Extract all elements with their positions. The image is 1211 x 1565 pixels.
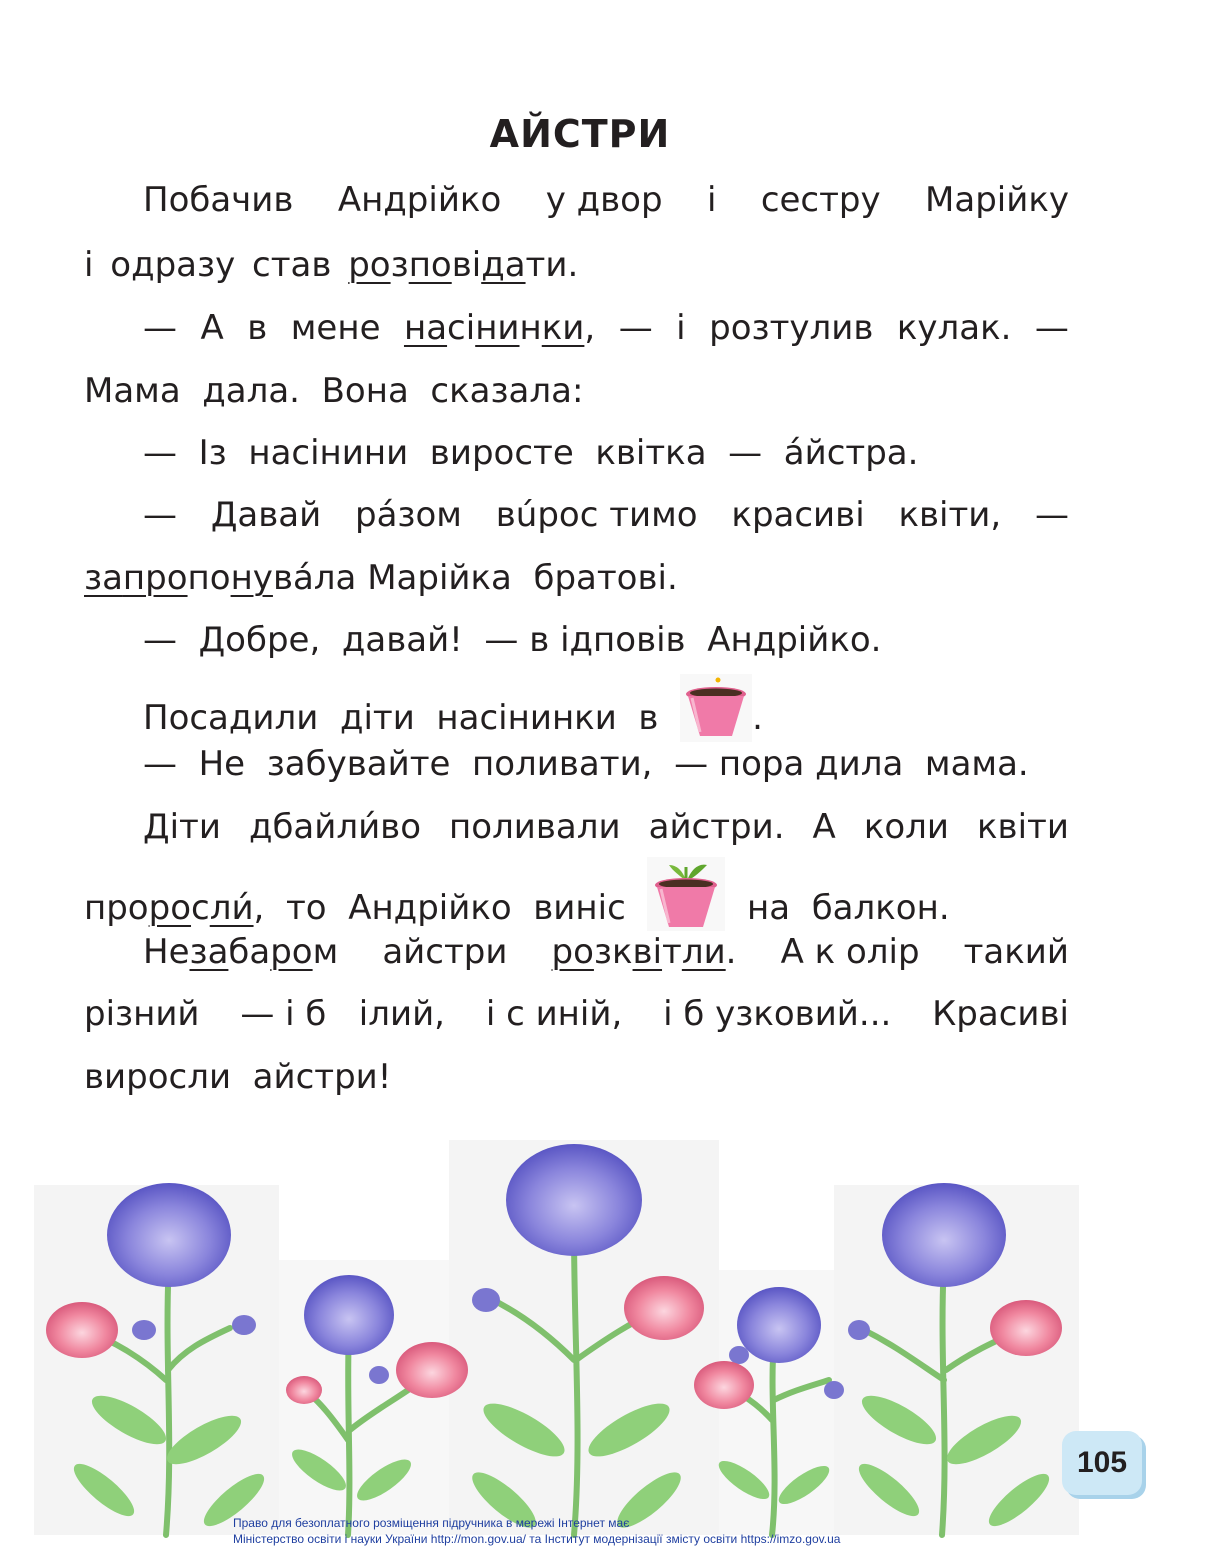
text-line-8: — Добре, давай! — в ідповів Андрійко. <box>143 620 882 660</box>
text-line-5: — Із насінини виросте квітка — а́йстра. <box>143 433 919 473</box>
text-line-11: Діти дбайли́во поливали айстри. А коли квіти <box>143 807 1069 847</box>
story-title: АЙСТРИ <box>489 112 671 156</box>
text-line-6: — Давай ра́зом вúрос тимо красиві квіти, — <box>143 495 1069 535</box>
word: у двор <box>545 180 663 220</box>
word: Андрійко <box>337 180 502 220</box>
syllabified-word: розквітли. <box>551 932 737 972</box>
text-line-12: проросли́, то Андрійко виніс на балкон. <box>84 867 1069 911</box>
text-line-13: Незабаром айстри розквітли. А к олір такий <box>143 932 1069 972</box>
syllabified-word: Незабаром <box>143 932 339 972</box>
syllabified-word: насінинки, <box>403 308 596 348</box>
text-line-7: запропонува́ла Марійка братові. <box>84 558 678 598</box>
text-line-15: виросли айстри! <box>84 1057 392 1097</box>
text-line-2: і одразу став розповідати. <box>84 245 579 285</box>
word: і <box>706 180 717 220</box>
page-number-badge: 105 <box>1062 1431 1142 1495</box>
footer-line-2: Міністерство освіти і науки України http://mon.gov.ua/ та Інститут модернізації змісту освіти https://imzo.gov.ua <box>233 1532 841 1546</box>
text-line-14: різний — і б ілий, і с иній, і б узковий... Красиві <box>84 994 1069 1034</box>
text-line-1 <box>143 178 1069 222</box>
word: сестру <box>760 180 881 220</box>
text-line-4: Мама дала. Вона сказала: <box>84 371 584 411</box>
text-line-9: Посадили діти насінинки в . <box>143 680 1069 724</box>
word: Побачив <box>143 180 294 220</box>
footer-line-1: Право для безоплатного розміщення підручника в мережі Інтернет має <box>233 1516 630 1530</box>
aster-flowers-illustration <box>34 1140 1079 1544</box>
word: Марійку <box>925 180 1069 220</box>
text-line-3: — А в мене насінинки, — і розтулив кулак. — <box>143 308 1069 348</box>
text-line-10: — Не забувайте поливати, — пора дила мама. <box>143 744 1029 784</box>
syllabified-word: розповідати. <box>348 245 579 285</box>
footer-notice <box>233 1515 1133 1547</box>
